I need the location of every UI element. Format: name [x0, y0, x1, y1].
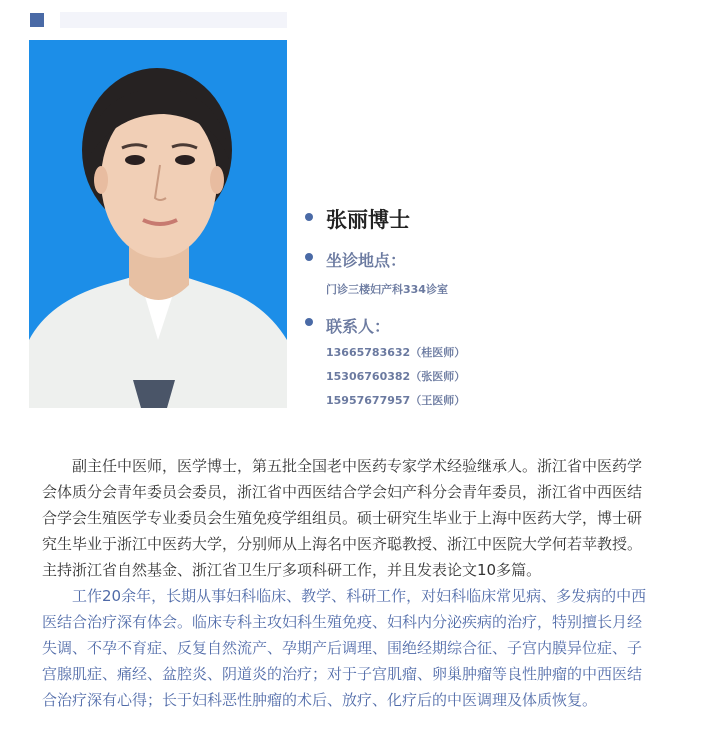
doctor-name: 张丽博士 — [326, 208, 410, 232]
location-value: 门诊三楼妇产科334诊室 — [326, 283, 448, 296]
header-square-marker — [30, 13, 44, 27]
header-bar — [60, 12, 287, 28]
bullet-name — [305, 213, 313, 221]
location-label: 坐诊地点： — [326, 251, 407, 270]
bio-paragraph-credentials: 副主任中医师，医学博士，第五批全国老中医药专家学术经验继承人。浙江省中医药学会体质分会青年委员会委员，浙江省中西医结合学会妇产科分会青年委员，浙江省中西医结合学会生殖医学专业委员会生殖免疫学组组员。硕士研究生毕业于上海中医药大学，博士研究生毕业于浙江中医药大学，分别师从上海名中医齐聪教授、浙江中医院大学何若苹教授。主持浙江省自然基金、浙江省卫生厅多项科研工作，并且发表论文10多篇。 — [42, 457, 643, 579]
contact-line: 15957677957（王医师） — [326, 394, 466, 407]
bullet-contact — [305, 318, 313, 326]
bullet-location — [305, 253, 313, 261]
contact-line: 13665783632（桂医师） — [326, 346, 466, 359]
doctor-bio — [42, 453, 654, 713]
contact-line: 15306760382（张医师） — [326, 370, 466, 383]
bio-paragraph-experience: 工作20余年，长期从事妇科临床、教学、科研工作，对妇科临床常见病、多发病的中西医结合治疗深有体会。临床专科主攻妇科生殖免疫、妇科内分泌疾病的治疗，特别擅长月经失调、不孕不育症、反复自然流产、孕期产后调理、围绝经期综合征、子宫内膜异位症、子宫腺肌症、痛经、盆腔炎、阴道炎的治疗；对于子宫肌瘤、卵巢肿瘤等良性肿瘤的中西医结合治疗深有心得；长于妇科恶性肿瘤的术后、放疗、化疗后的中医调理及体质恢复。 — [42, 587, 647, 709]
contact-label: 联系人： — [326, 317, 391, 336]
doctor-photo — [29, 40, 287, 408]
